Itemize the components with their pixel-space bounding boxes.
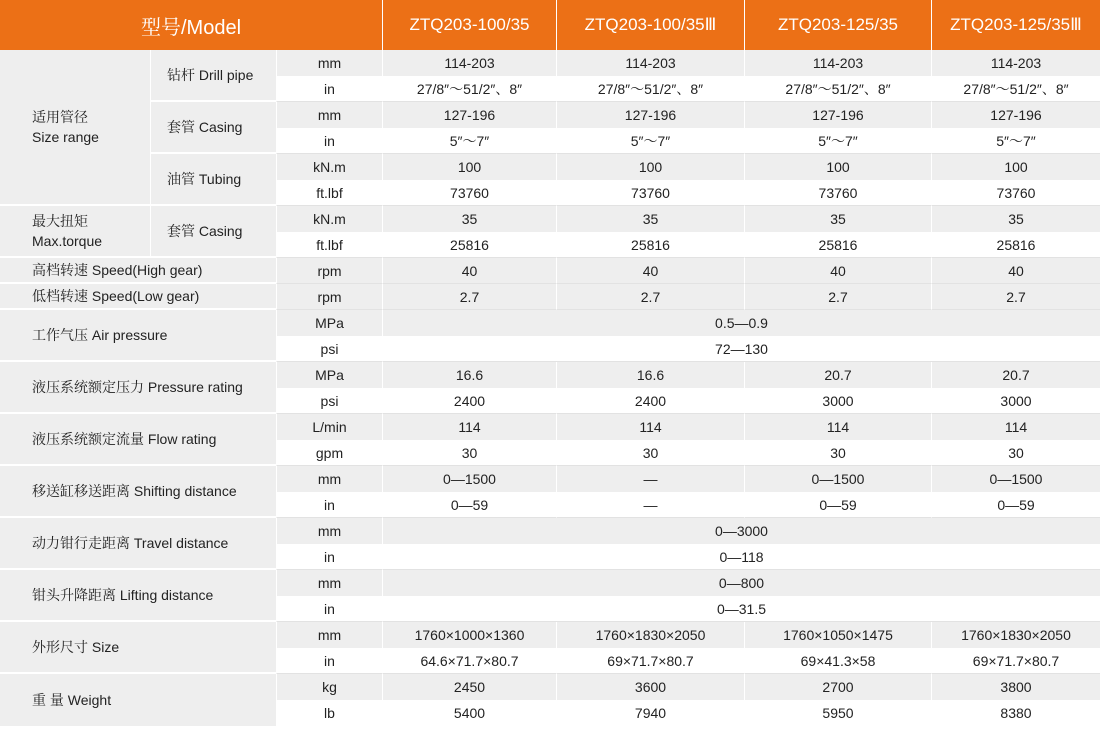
drill-pipe-mm-row (0, 50, 1100, 76)
travel-label: 动力钳行走距离 Travel distance (0, 518, 276, 570)
air-pressure-label: 工作气压 Air pressure (0, 310, 276, 362)
pressure-rating-mpa-row (0, 362, 1100, 388)
unit-cell: kN.m (276, 154, 382, 180)
unit-cell: MPa (276, 362, 382, 388)
value-cell: 0—1500 (744, 466, 931, 492)
value-cell: 30 (382, 440, 556, 466)
unit-cell: mm (276, 518, 382, 544)
value-cell: 114-203 (931, 50, 1100, 76)
model-header-1: ZTQ203-100/35 (382, 0, 556, 50)
unit-cell: in (276, 76, 382, 102)
value-cell: 0—59 (744, 492, 931, 518)
value-cell: 35 (382, 206, 556, 232)
value-cell: 100 (556, 154, 744, 180)
speed-low-label: 低档转速 Speed(Low gear) (0, 284, 276, 310)
size-label: 外形尺寸 Size (0, 622, 276, 674)
value-cell: 35 (556, 206, 744, 232)
unit-cell: psi (276, 336, 382, 362)
value-cell: 27/8″～51/2″、8″ (382, 76, 556, 102)
unit-cell: gpm (276, 440, 382, 466)
value-cell: 114-203 (382, 50, 556, 76)
speed-low-row (0, 284, 1100, 310)
value-cell: 127-196 (556, 102, 744, 128)
shifting-mm-row (0, 466, 1100, 492)
value-cell: 0—1500 (382, 466, 556, 492)
unit-cell: mm (276, 570, 382, 596)
unit-cell: in (276, 648, 382, 674)
value-cell: 114-203 (744, 50, 931, 76)
model-header-4: ZTQ203-125/35Ⅲ (931, 0, 1100, 50)
value-cell: 73760 (382, 180, 556, 206)
value-cell: 20.7 (744, 362, 931, 388)
value-cell: 100 (744, 154, 931, 180)
value-cell: 16.6 (382, 362, 556, 388)
value-cell: 30 (744, 440, 931, 466)
value-cell: 5950 (744, 700, 931, 726)
casing-mm-row (0, 102, 1100, 128)
value-cell: 16.6 (556, 362, 744, 388)
value-cell: 40 (744, 258, 931, 284)
drill-pipe-label: 钻杆 Drill pipe (150, 50, 276, 102)
value-cell: 25816 (382, 232, 556, 258)
speed-high-label: 高档转速 Speed(High gear) (0, 258, 276, 284)
tubing-knm-row (0, 154, 1100, 180)
value-cell: 72—130 (382, 336, 1100, 362)
speed-high-row (0, 258, 1100, 284)
value-cell: 25816 (744, 232, 931, 258)
unit-cell: in (276, 596, 382, 622)
value-cell: 40 (382, 258, 556, 284)
value-cell: 1760×1050×1475 (744, 622, 931, 648)
pressure-rating-label: 液压系统额定压力 Pressure rating (0, 362, 276, 414)
value-cell: 100 (382, 154, 556, 180)
value-cell: 0.5—0.9 (382, 310, 1100, 336)
value-cell: 2.7 (382, 284, 556, 310)
value-cell: 100 (931, 154, 1100, 180)
value-cell: 5″～7″ (382, 128, 556, 154)
unit-cell: in (276, 492, 382, 518)
model-header: 型号/Model (0, 0, 382, 50)
unit-cell: mm (276, 466, 382, 492)
unit-cell: rpm (276, 258, 382, 284)
value-cell: 35 (931, 206, 1100, 232)
value-cell: 27/8″～51/2″、8″ (744, 76, 931, 102)
value-cell: 2700 (744, 674, 931, 700)
value-cell: 7940 (556, 700, 744, 726)
value-cell: 114 (744, 414, 931, 440)
unit-cell: in (276, 544, 382, 570)
unit-cell: rpm (276, 284, 382, 310)
max-torque-label-en: Max.torque (32, 233, 103, 249)
weight-label: 重 量 Weight (0, 674, 276, 726)
lifting-label: 钳头升降距离 Lifting distance (0, 570, 276, 622)
value-cell: 127-196 (931, 102, 1100, 128)
unit-cell: mm (276, 622, 382, 648)
value-cell: 25816 (556, 232, 744, 258)
value-cell: 8380 (931, 700, 1100, 726)
size-mm-row (0, 622, 1100, 648)
value-cell: 25816 (931, 232, 1100, 258)
travel-mm-row (0, 518, 1100, 544)
value-cell: 114 (556, 414, 744, 440)
value-cell: 0—1500 (931, 466, 1100, 492)
value-cell: 30 (931, 440, 1100, 466)
value-cell: 73760 (744, 180, 931, 206)
value-cell: — (556, 466, 744, 492)
unit-cell: ft.lbf (276, 180, 382, 206)
value-cell: 2.7 (931, 284, 1100, 310)
size-range-label-en: Size range (32, 129, 99, 145)
value-cell: 2400 (556, 388, 744, 414)
max-torque-label (0, 206, 150, 258)
max-torque-knm-row (0, 206, 1100, 232)
air-pressure-mpa-row (0, 310, 1100, 336)
value-cell: 114-203 (556, 50, 744, 76)
value-cell: 2450 (382, 674, 556, 700)
value-cell: 0—59 (382, 492, 556, 518)
value-cell: 69×41.3×58 (744, 648, 931, 674)
value-cell: 5″～7″ (931, 128, 1100, 154)
flow-rating-label: 液压系统额定流量 Flow rating (0, 414, 276, 466)
max-torque-label-zh: 最大扭矩 (32, 213, 88, 229)
casing-label: 套管 Casing (150, 102, 276, 154)
value-cell: 73760 (931, 180, 1100, 206)
value-cell: 20.7 (931, 362, 1100, 388)
model-header-2: ZTQ203-100/35Ⅲ (556, 0, 744, 50)
size-range-label-zh: 适用管径 (32, 109, 88, 125)
value-cell: 0—59 (931, 492, 1100, 518)
value-cell: 114 (382, 414, 556, 440)
value-cell: 69×71.7×80.7 (556, 648, 744, 674)
value-cell: 40 (556, 258, 744, 284)
value-cell: 2400 (382, 388, 556, 414)
value-cell: 0—3000 (382, 518, 1100, 544)
value-cell: 2.7 (744, 284, 931, 310)
flow-rating-lmin-row (0, 414, 1100, 440)
value-cell: 2.7 (556, 284, 744, 310)
value-cell: 127-196 (744, 102, 931, 128)
value-cell: 27/8″～51/2″、8″ (556, 76, 744, 102)
value-cell: 1760×1830×2050 (931, 622, 1100, 648)
unit-cell: MPa (276, 310, 382, 336)
value-cell: — (556, 492, 744, 518)
unit-cell: lb (276, 700, 382, 726)
unit-cell: mm (276, 50, 382, 76)
unit-cell: kN.m (276, 206, 382, 232)
value-cell: 5400 (382, 700, 556, 726)
value-cell: 69×71.7×80.7 (931, 648, 1100, 674)
lifting-mm-row (0, 570, 1100, 596)
value-cell: 0—31.5 (382, 596, 1100, 622)
header-row (0, 0, 1100, 50)
value-cell: 1760×1000×1360 (382, 622, 556, 648)
value-cell: 3000 (931, 388, 1100, 414)
value-cell: 1760×1830×2050 (556, 622, 744, 648)
shifting-label: 移送缸移送距离 Shifting distance (0, 466, 276, 518)
size-range-label (0, 50, 150, 206)
max-torque-casing-label: 套管 Casing (150, 206, 276, 258)
value-cell: 40 (931, 258, 1100, 284)
value-cell: 35 (744, 206, 931, 232)
value-cell: 0—118 (382, 544, 1100, 570)
unit-cell: mm (276, 102, 382, 128)
value-cell: 127-196 (382, 102, 556, 128)
value-cell: 73760 (556, 180, 744, 206)
unit-cell: L/min (276, 414, 382, 440)
unit-cell: psi (276, 388, 382, 414)
value-cell: 64.6×71.7×80.7 (382, 648, 556, 674)
value-cell: 3000 (744, 388, 931, 414)
value-cell: 114 (931, 414, 1100, 440)
unit-cell: kg (276, 674, 382, 700)
value-cell: 3800 (931, 674, 1100, 700)
tubing-label: 油管 Tubing (150, 154, 276, 206)
weight-kg-row (0, 674, 1100, 700)
value-cell: 0—800 (382, 570, 1100, 596)
model-header-3: ZTQ203-125/35 (744, 0, 931, 50)
value-cell: 5″～7″ (744, 128, 931, 154)
value-cell: 3600 (556, 674, 744, 700)
unit-cell: ft.lbf (276, 232, 382, 258)
value-cell: 5″～7″ (556, 128, 744, 154)
value-cell: 27/8″～51/2″、8″ (931, 76, 1100, 102)
value-cell: 30 (556, 440, 744, 466)
unit-cell: in (276, 128, 382, 154)
